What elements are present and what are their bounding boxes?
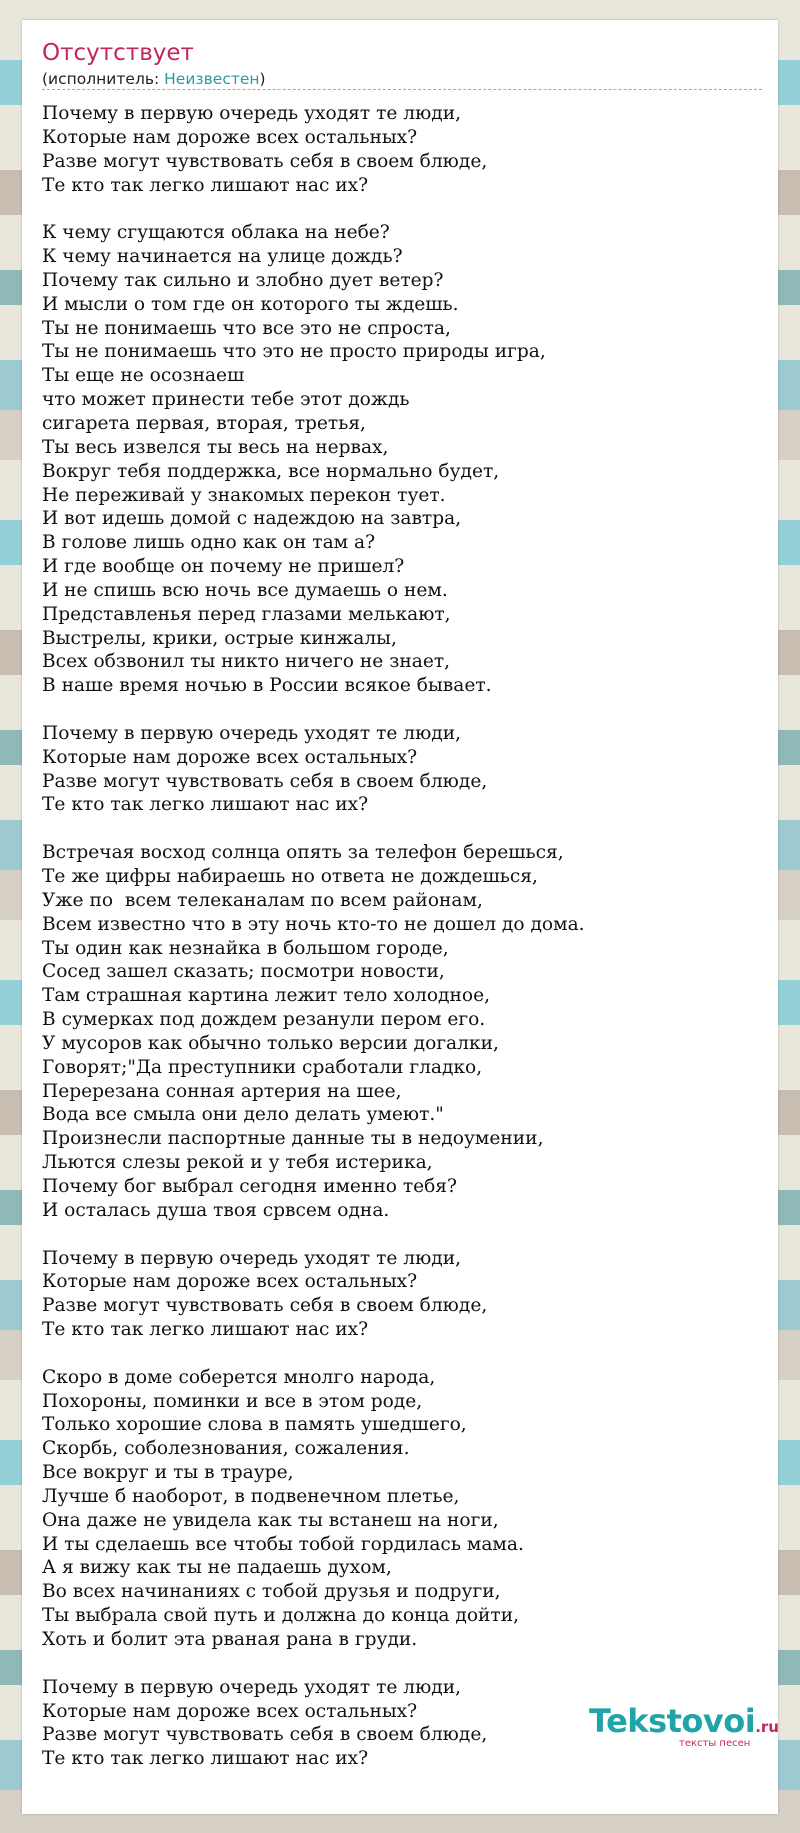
lyric-line: Скоро в доме соберется мнолго народа,	[42, 1366, 436, 1388]
lyric-line: Которые нам дороже всех остальных?	[42, 746, 418, 768]
lyric-line: Она даже не увидела как ты встанеш на ноги,	[42, 1509, 499, 1531]
lyric-line: Ты один как незнайка в большом городе,	[42, 937, 449, 959]
lyric-line: Скорбь, соболезнования, сожаления.	[42, 1438, 410, 1460]
title-divider	[42, 89, 762, 90]
performer-prefix: (исполнитель:	[42, 70, 165, 88]
lyric-line: Лучше б наоборот, в подвенечном плетье,	[42, 1485, 460, 1507]
lyric-line: Перерезана сонная артерия на шее,	[42, 1080, 402, 1102]
lyric-line: Только хорошие слова в память ушедшего,	[42, 1414, 467, 1436]
lyric-line: Почему в первую очередь уходят те люди,	[42, 103, 462, 124]
lyric-line: К чему начинается на улице дождь?	[42, 246, 403, 268]
lyric-line: Ты не понимаешь что это не просто природы игра,	[42, 341, 546, 363]
lyric-line: Те кто так легко лишают нас их?	[42, 174, 369, 196]
lyric-line: Не переживай у знакомых перекон тует.	[42, 484, 446, 506]
lyric-line: И осталась душа твоя срвсем одна.	[42, 1199, 390, 1221]
lyric-line: Похороны, поминки и все в этом роде,	[42, 1390, 423, 1412]
lyric-line: Почему в первую очередь уходят те люди,	[42, 722, 462, 744]
lyric-line: Во всех начинаниях с тобой друзья и подруги,	[42, 1581, 501, 1603]
lyric-line: Сосед зашел сказать; посмотри новости,	[42, 961, 445, 983]
lyric-line: Вокруг тебя поддержка, все нормально будет,	[42, 460, 500, 482]
lyric-line: Те кто так легко лишают нас их?	[42, 1319, 369, 1341]
lyric-line: И ты сделаешь все чтобы тобой гордилась мама.	[42, 1533, 524, 1555]
lyric-line: сигарета первая, вторая, третья,	[42, 412, 366, 434]
lyric-line: Почему так сильно и злобно дует ветер?	[42, 269, 444, 291]
logo-main-text: Tekstovoi	[589, 1702, 756, 1740]
lyric-line: Которые нам дороже всех остальных?	[42, 1271, 418, 1293]
lyric-line: Ты выбрала свой путь и должна до конца дойти,	[42, 1605, 519, 1627]
lyric-line: Представленья перед глазами мелькают,	[42, 603, 451, 625]
lyric-line: Вода все смыла они дело делать умеют."	[42, 1104, 444, 1126]
lyrics-page	[22, 20, 778, 1814]
performer-suffix: )	[259, 70, 266, 88]
lyric-line: Те кто так легко лишают нас их?	[42, 794, 369, 816]
stanza-gap	[42, 197, 758, 221]
lyric-line: Почему в первую очередь уходят те люди,	[42, 1247, 462, 1269]
logo-wordmark	[589, 1702, 779, 1740]
lyrics-body	[42, 102, 758, 1771]
lyric-line: И вот идешь домой с надеждою на завтра,	[42, 508, 462, 530]
lyric-line: Разве могут чувствовать себя в своем блюде,	[42, 1295, 488, 1317]
lyric-line: Всем известно что в эту ночь кто-то не дошел до дома.	[42, 913, 585, 935]
lyric-line: И мысли о том где он которого ты ждешь.	[42, 293, 459, 315]
lyric-line: И где вообще он почему не пришел?	[42, 556, 405, 578]
lyric-line: Уже по всем телеканалам по всем районам,	[42, 889, 483, 911]
lyric-line: Льются слезы рекой и у тебя истерика,	[42, 1152, 433, 1174]
performer-line	[42, 70, 266, 88]
stanza-gap	[42, 1652, 758, 1676]
lyric-line: Все вокруг и ты в трауре,	[42, 1462, 294, 1484]
logo-tld: .ru	[755, 1718, 779, 1736]
lyric-line: что может принести тебе этот дождь	[42, 389, 410, 411]
lyric-line: Ты не понимаешь что все это не спроста,	[42, 317, 451, 339]
lyric-line: Те кто так легко лишают нас их?	[42, 1748, 369, 1770]
stanza-gap	[42, 817, 758, 841]
lyric-line: К чему сгущаются облака на небе?	[42, 222, 390, 244]
lyric-line: У мусоров как обычно только версии догалки,	[42, 1032, 499, 1054]
lyric-line: Говорят;"Да преступники сработали гладко,	[42, 1056, 483, 1078]
lyric-line: Разве могут чувствовать себя в своем блюде,	[42, 1724, 488, 1746]
lyric-line: Которые нам дороже всех остальных?	[42, 1700, 418, 1722]
lyric-line: Разве могут чувствовать себя в своем блюде,	[42, 150, 488, 172]
lyric-line: И не спишь всю ночь все думаешь о нем.	[42, 579, 448, 601]
lyric-line: Хоть и болит эта рваная рана в груди.	[42, 1629, 418, 1650]
lyric-line: Те же цифры набираешь но ответа не дождешься,	[42, 866, 538, 887]
lyric-line: Произнесли паспортные данные ты в недоумении,	[42, 1128, 544, 1150]
lyric-line: Которые нам дороже всех остальных?	[42, 126, 418, 148]
site-logo[interactable]	[589, 1702, 789, 1752]
performer-link[interactable]: Неизвестен	[164, 70, 260, 88]
lyric-line: Выстрелы, крики, острые кинжалы,	[42, 627, 397, 649]
lyric-line: А я вижу как ты не падаешь духом,	[42, 1557, 392, 1579]
lyric-line: В голове лишь одно как он там а?	[42, 532, 376, 554]
stanza-gap	[42, 1342, 758, 1366]
lyric-line: Разве могут чувствовать себя в своем блюде,	[42, 770, 488, 792]
stanza-gap	[42, 698, 758, 722]
lyric-line: Почему бог выбрал сегодня именно тебя?	[42, 1175, 458, 1197]
lyric-line: Ты еще не осознаеш	[42, 365, 245, 387]
lyric-line: В сумерках под дождем резанули пером его.	[42, 1009, 486, 1031]
stanza-gap	[42, 1223, 758, 1247]
lyric-line: Там страшная картина лежит тело холодное,	[42, 985, 490, 1007]
song-title: Отсутствует	[42, 40, 194, 66]
lyric-line: В наше время ночью в России всякое бывает.	[42, 675, 492, 697]
lyric-line: Встречая восход солнца опять за телефон берешься,	[42, 842, 564, 864]
lyric-line: Всех обзвонил ты никто ничего не знает,	[42, 651, 451, 673]
lyric-line: Ты весь извелся ты весь на нервах,	[42, 436, 389, 458]
logo-tagline: тексты песен	[679, 1738, 751, 1749]
lyric-line: Почему в первую очередь уходят те люди,	[42, 1676, 462, 1698]
